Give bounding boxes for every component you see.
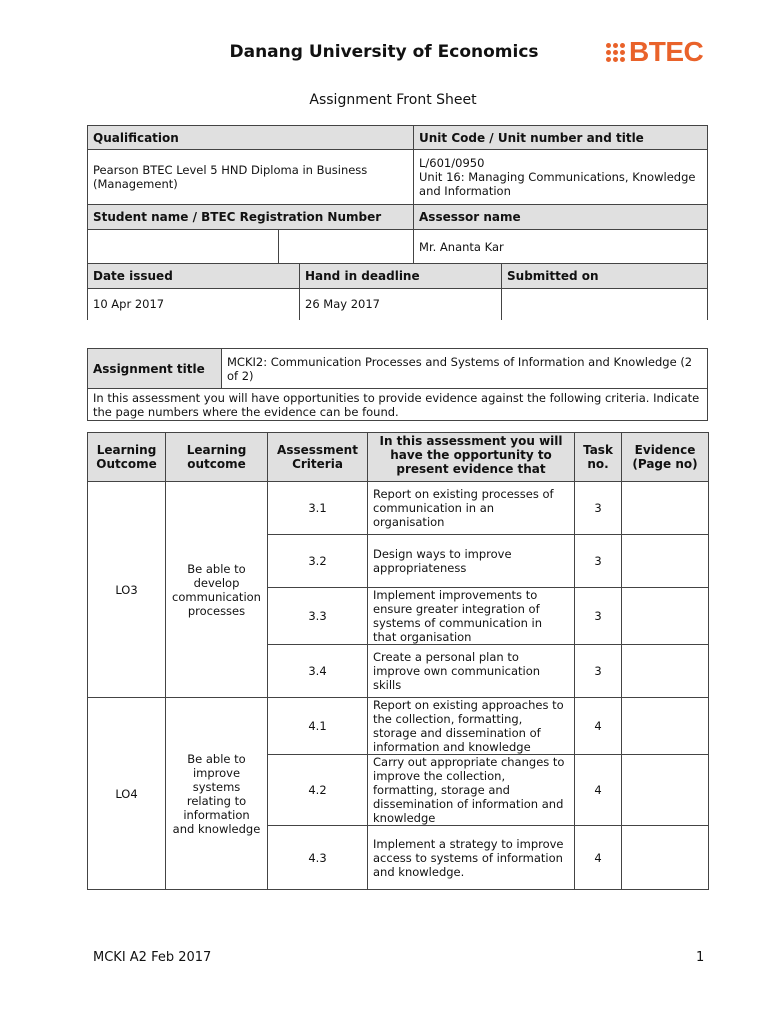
unit-title: Unit 16: Managing Communications, Knowledge and Information (419, 170, 696, 198)
footer-code: MCKI A2 Feb 2017 (93, 950, 212, 965)
page-subtitle: Assignment Front Sheet (309, 92, 477, 108)
deadline-label: Hand in deadline (300, 264, 502, 289)
evidence-cell[interactable] (622, 826, 709, 890)
header-task-no: Task no. (575, 433, 622, 482)
unit-label: Unit Code / Unit number and title (414, 126, 708, 150)
evidence-cell[interactable] (622, 535, 709, 588)
page-title: Danang University of Economics (229, 42, 539, 62)
assignment-title-value: MCKI2: Communication Processes and Systems of Information and Knowledge (2 of 2) (222, 349, 708, 389)
criteria-cell: 4.1 (268, 698, 368, 755)
page-number: 1 (696, 950, 705, 965)
qualification-label: Qualification (88, 126, 414, 150)
deadline-value: 26 May 2017 (300, 289, 502, 320)
assignment-title-label: Assignment title (88, 349, 222, 389)
student-label: Student name / BTEC Registration Number (88, 205, 414, 230)
btec-logo (606, 36, 703, 68)
criteria-text: Report on existing approaches to the collection, formatting, storage and dissemination of information and knowledge (368, 698, 575, 755)
criteria-cell: 3.4 (268, 645, 368, 698)
student-name-field[interactable] (88, 230, 279, 264)
task-cell: 3 (575, 645, 622, 698)
evidence-cell[interactable] (622, 645, 709, 698)
task-cell: 3 (575, 535, 622, 588)
info-table (87, 125, 708, 320)
table-row (88, 698, 709, 755)
criteria-text: Implement improvements to ensure greater integration of systems of communication in that organisation (368, 588, 575, 645)
logo-dots-icon (606, 43, 625, 62)
criteria-cell: 3.2 (268, 535, 368, 588)
criteria-text: Design ways to improve appropriateness (368, 535, 575, 588)
task-cell: 4 (575, 755, 622, 826)
header-assessment-criteria: Assessment Criteria (268, 433, 368, 482)
unit-code: L/601/0950 (419, 156, 485, 170)
criteria-cell: 3.3 (268, 588, 368, 645)
submitted-label: Submitted on (502, 264, 708, 289)
evidence-cell[interactable] (622, 755, 709, 826)
criteria-text: Create a personal plan to improve own communication skills (368, 645, 575, 698)
task-cell: 4 (575, 826, 622, 890)
criteria-cell: 4.3 (268, 826, 368, 890)
qualification-value: Pearson BTEC Level 5 HND Diploma in Business (Management) (88, 150, 414, 205)
criteria-cell: 4.2 (268, 755, 368, 826)
lo-desc-cell: Be able to develop communication processes (166, 482, 268, 698)
header-learning-outcome-desc: Learning outcome (166, 433, 268, 482)
logo-text: BTEC (629, 36, 704, 67)
evidence-cell[interactable] (622, 588, 709, 645)
header-evidence-text: In this assessment you will have the opportunity to present evidence that (368, 433, 575, 482)
date-issued-value: 10 Apr 2017 (88, 289, 300, 320)
evidence-cell[interactable] (622, 482, 709, 535)
criteria-text: Carry out appropriate changes to improve the collection, formatting, storage and dissemination of information and knowledge (368, 755, 575, 826)
criteria-text: Implement a strategy to improve access to systems of information and knowledge. (368, 826, 575, 890)
submitted-value[interactable] (502, 289, 708, 320)
date-issued-label: Date issued (88, 264, 300, 289)
header-learning-outcome: Learning Outcome (88, 433, 166, 482)
header-evidence-page: Evidence (Page no) (622, 433, 709, 482)
criteria-table (87, 432, 709, 890)
assignment-intro: In this assessment you will have opportunities to provide evidence against the following criteria. Indicate the page numbers where the evidence can be found. (88, 389, 708, 421)
lo-desc-cell: Be able to improve systems relating to information and knowledge (166, 698, 268, 890)
task-cell: 3 (575, 482, 622, 535)
lo-cell: LO3 (88, 482, 166, 698)
table-row (88, 482, 709, 535)
assessor-label: Assessor name (414, 205, 708, 230)
task-cell: 3 (575, 588, 622, 645)
assessor-value: Mr. Ananta Kar (414, 230, 708, 264)
registration-number-field[interactable] (279, 230, 414, 264)
evidence-cell[interactable] (622, 698, 709, 755)
task-cell: 4 (575, 698, 622, 755)
criteria-cell: 3.1 (268, 482, 368, 535)
criteria-text: Report on existing processes of communication in an organisation (368, 482, 575, 535)
assignment-table (87, 348, 708, 421)
lo-cell: LO4 (88, 698, 166, 890)
unit-value (414, 150, 708, 205)
